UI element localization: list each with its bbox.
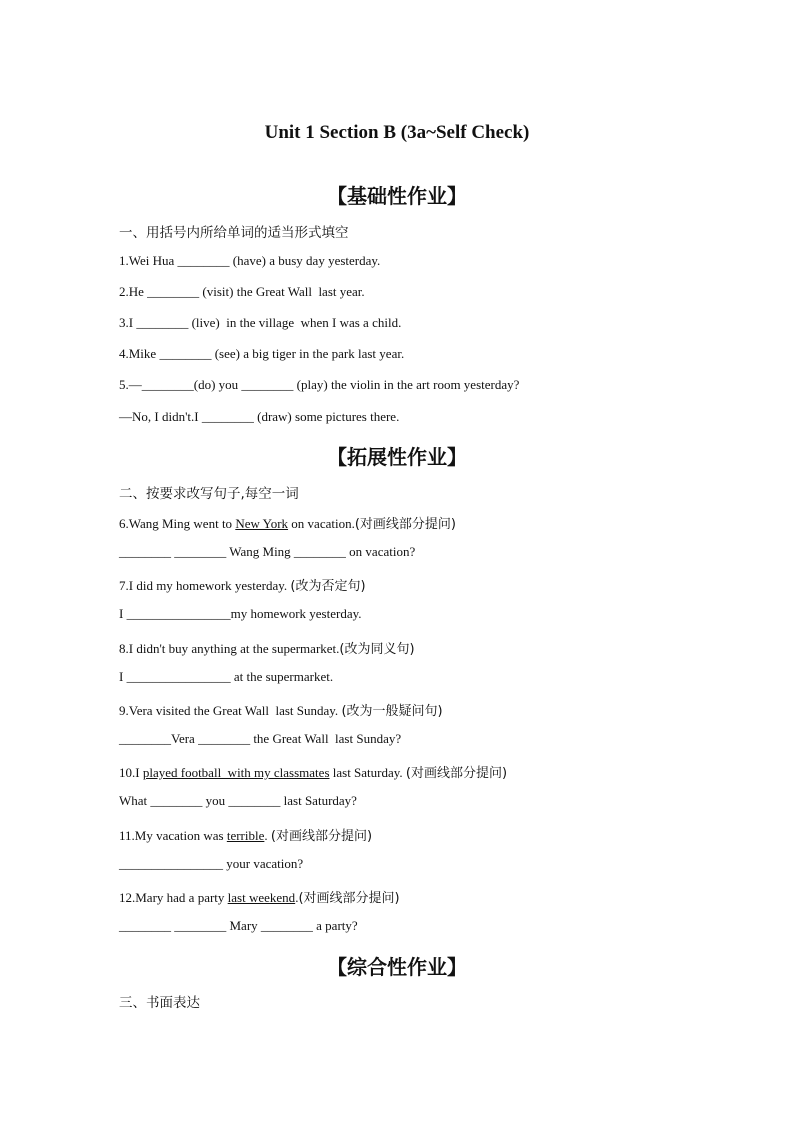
question-10: 10.I played football with my classmates last Saturday. (对画线部分提问) xyxy=(119,765,508,781)
section-heading-extended: 【拓展性作业】 xyxy=(327,445,467,469)
question-2: 2.He ________ (visit) the Great Wall last year. xyxy=(119,284,365,299)
question-3: 3.I ________ (live) in the village when I was a child. xyxy=(119,315,402,330)
underlined-phrase: terrible xyxy=(226,828,265,843)
question-6: 6.Wang Ming went to New York on vacation.(对画线部分提问) xyxy=(119,516,456,532)
question-11: 11.My vacation was terrible. (对画线部分提问) xyxy=(119,828,373,844)
answer-6: ________ ________ Wang Ming ________ on vacation? xyxy=(119,544,416,559)
underlined-phrase: New York xyxy=(235,516,289,531)
question-9: 9.Vera visited the Great Wall last Sunday. (改为一般疑问句) xyxy=(119,703,443,719)
answer-7: I ________________my homework yesterday. xyxy=(119,606,362,621)
section-heading-basic: 【基础性作业】 xyxy=(327,184,467,208)
answer-9: ________Vera ________ the Great Wall last Sunday? xyxy=(119,731,402,746)
answer-12: ________ ________ Mary ________ a party? xyxy=(119,918,358,933)
answer-5: —No, I didn't.I ________ (draw) some pictures there. xyxy=(119,409,400,424)
part-2-heading: 二、按要求改写句子,每空一词 xyxy=(119,486,299,502)
question-1: 1.Wei Hua ________ (have) a busy day yesterday. xyxy=(119,253,381,268)
page-title: Unit 1 Section B (3a~Self Check) xyxy=(264,122,530,143)
question-5: 5.—________(do) you ________ (play) the violin in the art room yesterday? xyxy=(119,377,520,392)
question-8: 8.I didn't buy anything at the supermarket.(改为同义句) xyxy=(119,641,415,657)
question-12: 12.Mary had a party last weekend.(对画线部分提问) xyxy=(119,890,400,906)
answer-11: ________________ your vacation? xyxy=(119,856,304,871)
answer-10: What ________ you ________ last Saturday? xyxy=(119,793,357,808)
underlined-phrase: played football with my classmates xyxy=(142,765,330,780)
question-7: 7.I did my homework yesterday. (改为否定句) xyxy=(119,578,366,594)
part-3-heading: 三、书面表达 xyxy=(119,995,200,1011)
answer-8: I ________________ at the supermarket. xyxy=(119,669,334,684)
part-1-heading: 一、用括号内所给单词的适当形式填空 xyxy=(119,225,349,241)
underlined-phrase: last weekend xyxy=(227,890,296,905)
question-4: 4.Mike ________ (see) a big tiger in the park last year. xyxy=(119,346,405,361)
section-heading-comprehensive: 【综合性作业】 xyxy=(327,955,467,979)
